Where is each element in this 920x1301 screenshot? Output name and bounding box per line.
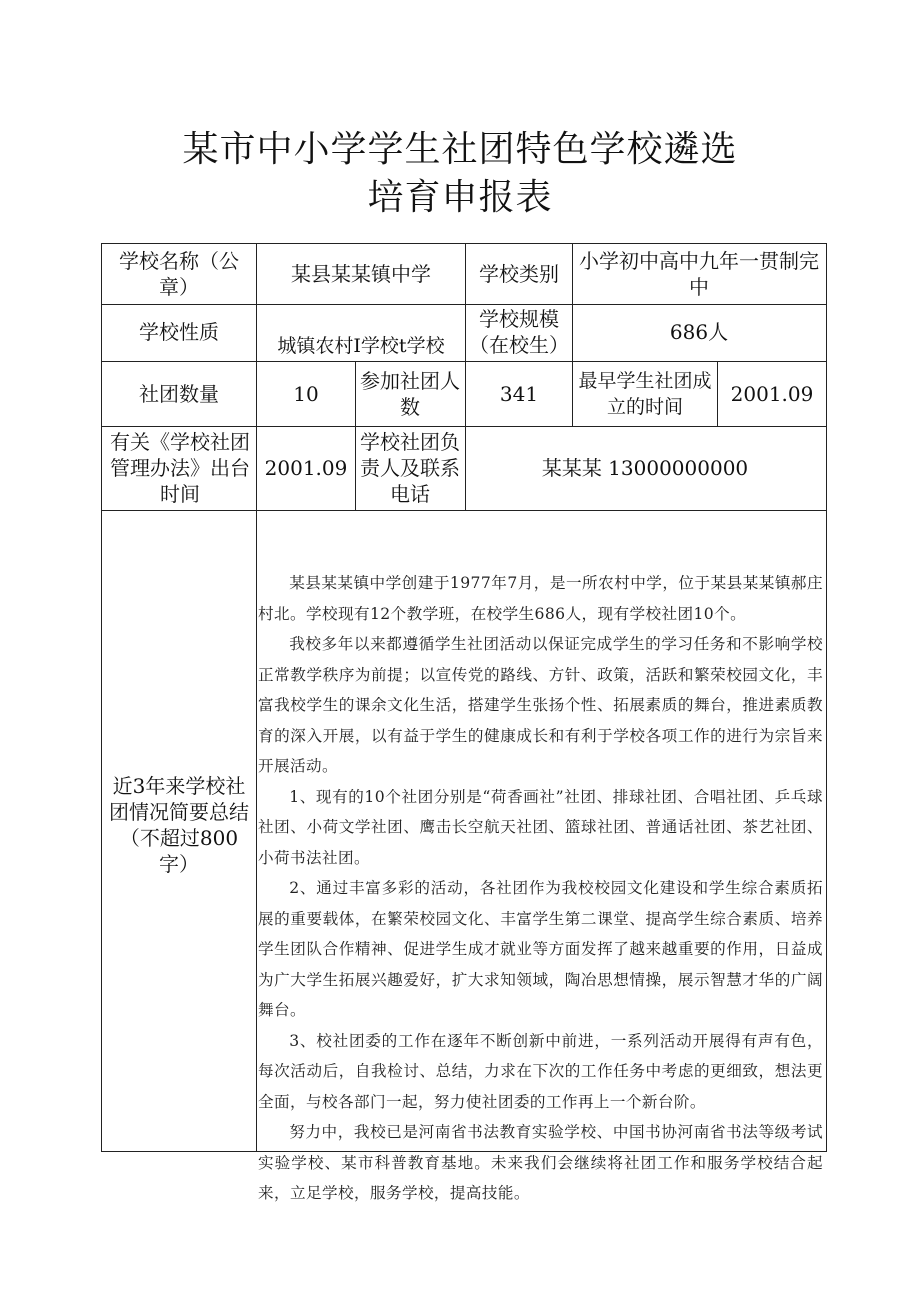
summary-label: 近3年来学校社团情况简要总结（不超过800字） [109, 774, 249, 876]
col-divider-1 [256, 243, 257, 1152]
summary-paragraph-6: 努力中，我校已是河南省书法教育实验学校、中国书协河南省书法等级考试实验学校、某市科普教育基地。未来我们会继续将社团工作和服务学校结合起来，立足学校，服务学校，提高技能。 [258, 1123, 823, 1202]
row-divider-1 [101, 304, 827, 305]
col-divider-rows-1-2a [465, 243, 466, 361]
page-subtitle: 培育申报表 [367, 177, 553, 218]
school-category-label: 学校类别 [479, 262, 559, 286]
col-divider-rows-3-4 [355, 361, 356, 510]
club-count-value: 10 [293, 382, 319, 406]
table-border-right [826, 243, 827, 1152]
col-divider-rows-1-2b [572, 243, 573, 361]
participants-value: 341 [499, 382, 539, 406]
row-divider-3 [101, 426, 827, 427]
school-name-label: 学校名称（公章） [119, 249, 239, 299]
club-count-label: 社团数量 [139, 382, 219, 406]
col-divider-rows-3-4b [465, 361, 466, 510]
school-category-value: 小学初中高中九年一贯制完中 [579, 249, 819, 299]
summary-paragraph-3: 1、现有的10个社团分别是“荷香画社”社团、排球社团、合唱社团、乒乓球社团、小荷文学社团、鹰击长空航天社团、篮球社团、普通话社团、茶艺社团、小荷书法社团。 [258, 787, 823, 867]
page-title: 某市中小学学生社团特色学校遴选 [182, 129, 738, 170]
earliest-club-label: 最早学生社团成立的时间 [578, 370, 712, 418]
col-divider-row-3b [717, 361, 718, 426]
summary-paragraph-4: 2、通过丰富多彩的活动，各社团作为我校校园文化建设和学生综合素质拓展的重要载体，在繁荣校园文化、丰富学生第二课堂、提高学生综合素质、培养学生团队合作精神、促进学生成才就业等方面发挥了越来越重要的作用，日益成为广大学生拓展兴趣爱好，扩大求知领域，陶冶思想情操，展示智慧才华的广阔舞台。 [258, 879, 823, 1019]
participants-label: 参加社团人数 [360, 369, 460, 419]
school-scale-label: 学校规模（在校生） [469, 307, 569, 357]
summary-text [258, 568, 823, 1209]
col-divider-row-3a [572, 361, 573, 426]
school-name-value: 某县某某镇中学 [291, 262, 431, 286]
table-border-left [101, 243, 102, 1152]
row-divider-2 [101, 361, 827, 362]
school-nature-value: 城镇农村I学校t学校 [277, 335, 445, 357]
row-divider-4 [101, 510, 827, 511]
table-border-top [101, 243, 827, 244]
policy-time-label: 有关《学校社团管理办法》出台时间 [110, 430, 250, 506]
contact-label: 学校社团负责人及联系电话 [360, 430, 460, 506]
contact-value: 某某某 13000000000 [541, 456, 749, 480]
earliest-club-value: 2001.09 [730, 382, 814, 406]
policy-time-value: 2001.09 [264, 456, 348, 480]
summary-paragraph-5: 3、校社团委的工作在逐年不断创新中前进，一系列活动开展得有声有色，每次活动后，自我检讨、总结，力求在下次的工作任务中考虑的更细致，想法更全面，与校各部门一起，努力使社团委的工作再上一个新台阶。 [258, 1031, 823, 1111]
school-scale-value: 686人 [669, 320, 729, 344]
school-nature-label: 学校性质 [139, 320, 219, 344]
summary-paragraph-1: 某县某某镇中学创建于1977年7月，是一所农村中学，位于某县某某镇郝庄村北。学校现有12个教学班，在校学生686人，现有学校社团10个。 [258, 574, 823, 623]
summary-paragraph-2: 我校多年以来都遵循学生社团活动以保证完成学生的学习任务和不影响学校正常教学秩序为前提；以宣传党的路线、方针、政策，活跃和繁荣校园文化，丰富我校学生的课余文化生活，搭建学生张扬个性、拓展素质的舞台，推进素质教育的深入开展，以有益于学生的健康成长和有利于学校各项工作的进行为宗旨来开展活动。 [258, 635, 823, 775]
